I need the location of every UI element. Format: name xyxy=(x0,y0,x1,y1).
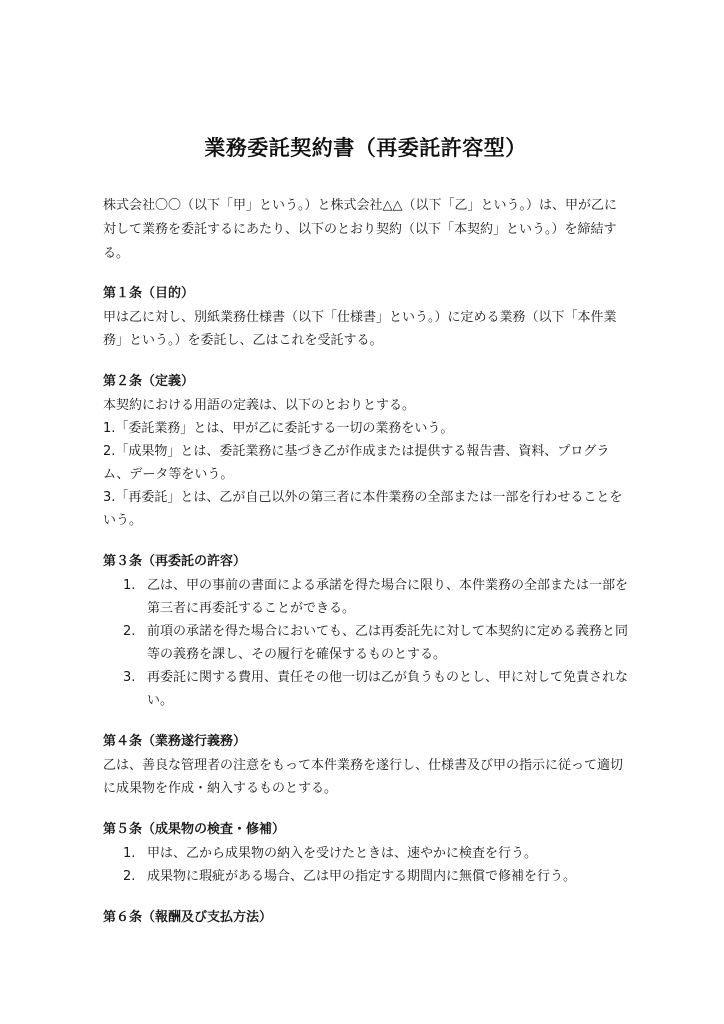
definition-item: 1.「委託業務」とは、甲が乙に委託する一切の業務をいう。 xyxy=(103,421,454,436)
clause-marker: 3. xyxy=(123,670,136,685)
article-number: 第６条 xyxy=(103,910,143,925)
preamble-paragraph: 株式会社〇〇（以下「甲」という。）と株式会社△△（以下「乙」という。）は、甲が乙に対して業務を委託するにあたり、以下のとおり契約（以下「本契約」という。）を締結する。 xyxy=(103,198,617,261)
clause-marker: 2. xyxy=(123,624,136,639)
article-heading xyxy=(103,906,628,930)
article-1 xyxy=(103,282,628,352)
clause-list xyxy=(103,574,628,712)
article-number: 第５条 xyxy=(103,822,143,837)
article-number: 第１条 xyxy=(103,286,143,301)
article-title: （目的） xyxy=(142,286,195,301)
article-heading xyxy=(103,730,628,754)
article-body: 甲は乙に対し、別紙業務仕様書（以下「仕様書」という。）に定める業務（以下「本件業務」という。）を委託し、乙はこれを受託する。 xyxy=(103,310,617,348)
article-title: （再委託の許容） xyxy=(142,554,247,569)
article-3 xyxy=(103,550,628,712)
clause-item xyxy=(103,865,628,888)
article-5 xyxy=(103,818,628,888)
clause-text: 前項の承諾を得た場合においても、乙は再委託先に対して本契約に定める義務と同等の義務を課し、その履行を確保するものとする。 xyxy=(147,624,629,662)
document-title: 業務委託契約書（再委託許容型） xyxy=(204,136,527,160)
article-heading xyxy=(103,370,628,394)
article-heading xyxy=(103,818,628,842)
clause-text: 成果物に瑕疵がある場合、乙は甲の指定する期間内に無償で修補を行う。 xyxy=(147,869,577,884)
article-title: （定義） xyxy=(142,374,195,389)
clause-item xyxy=(103,620,628,666)
clause-text: 乙は、甲の事前の書面による承諾を得た場合に限り、本件業務の全部または一部を第三者に再委託することができる。 xyxy=(147,578,629,616)
article-number: 第２条 xyxy=(103,374,143,389)
article-title: （成果物の検査・修補） xyxy=(142,822,286,837)
article-body: 乙は、善良な管理者の注意をもって本件業務を遂行し、仕様書及び甲の指示に従って適切に成果物を作成・納入するものとする。 xyxy=(103,758,624,796)
clause-item xyxy=(103,574,628,620)
clause-marker: 1. xyxy=(123,578,136,593)
definition-item: 3.「再委託」とは、乙が自己以外の第三者に本件業務の全部または一部を行わせることをいう。 xyxy=(103,490,623,528)
article-heading xyxy=(103,550,628,574)
clause-item xyxy=(103,842,628,865)
definition-item: 2.「成果物」とは、委託業務に基づき乙が作成または提供する報告書、資料、プログラム、データ等をいう。 xyxy=(103,444,610,482)
article-heading xyxy=(103,282,628,306)
article-intro: 本契約における用語の定義は、以下のとおりとする。 xyxy=(103,398,416,413)
article-2 xyxy=(103,370,628,532)
article-title: （業務遂行義務） xyxy=(142,734,247,749)
article-4 xyxy=(103,730,628,800)
clause-marker: 1. xyxy=(123,846,136,861)
clause-list xyxy=(103,842,628,888)
clause-item xyxy=(103,666,628,712)
article-title: （報酬及び支払方法） xyxy=(142,910,273,925)
article-number: 第３条 xyxy=(103,554,143,569)
clause-text: 再委託に関する費用、責任その他一切は乙が負うものとし、甲に対して免責されない。 xyxy=(147,670,629,708)
clause-text: 甲は、乙から成果物の納入を受けたときは、速やかに検査を行う。 xyxy=(147,846,538,861)
article-6 xyxy=(103,906,628,930)
clause-marker: 2. xyxy=(123,869,136,884)
article-number: 第４条 xyxy=(103,734,143,749)
